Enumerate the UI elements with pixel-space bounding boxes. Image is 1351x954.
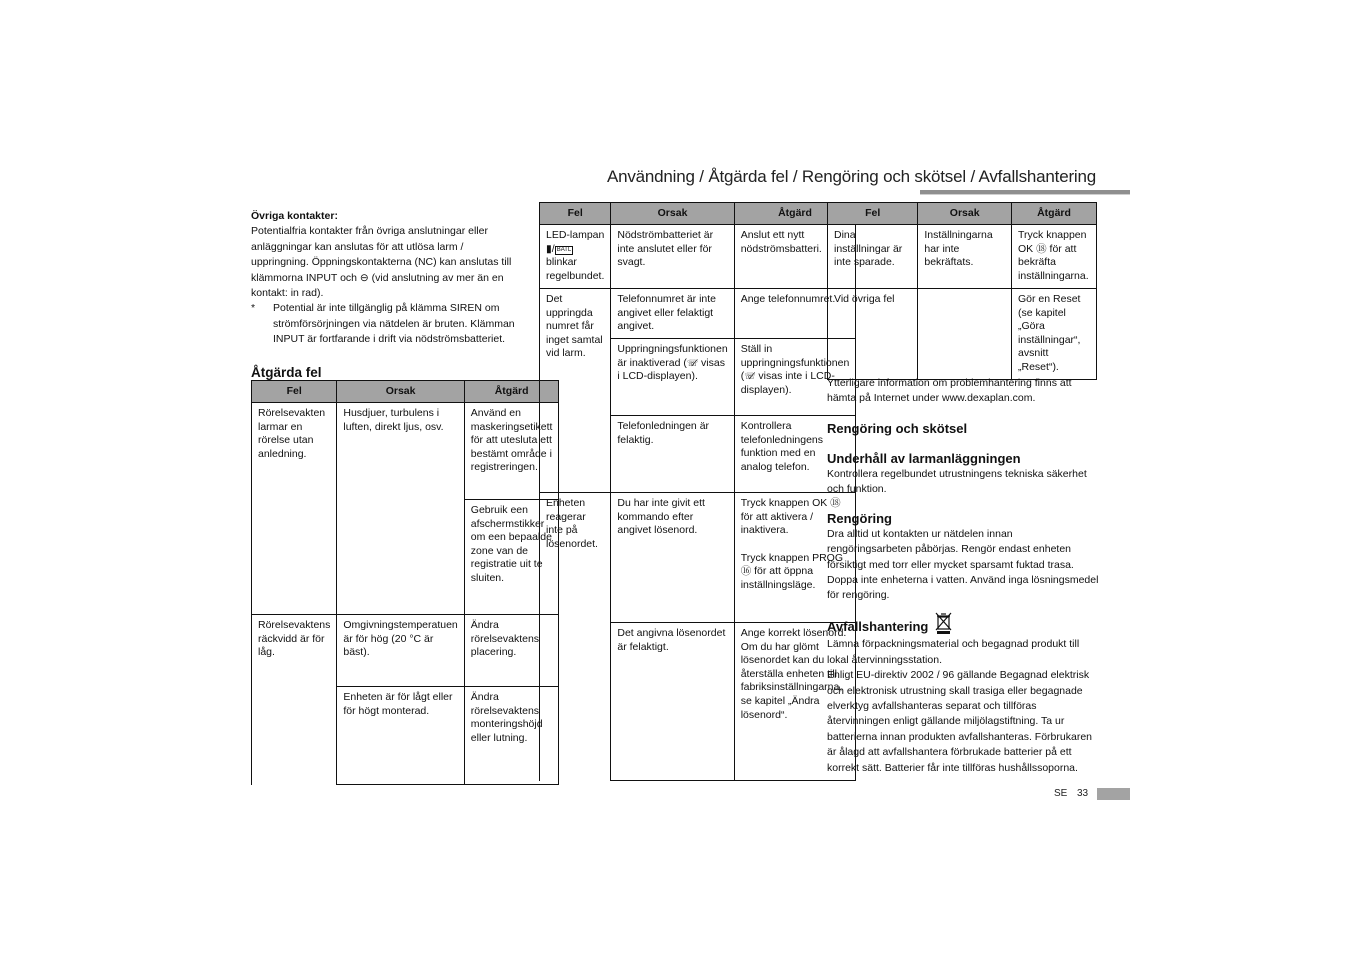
heading-underhall: Underhåll av larmanläggningen [827,451,1021,467]
cell-atgard: Gör en Reset (se kapitel „Göra inställningar“, avsnitt „Reset“). [1012,289,1097,380]
cell-atgard: Gebruik een afschermstikker om een bepaalde zone van de registratie uit te sluiten. [464,500,559,615]
heading-rengoring: Rengöring [827,511,892,527]
cell-orsak: Uppringningsfunktionen är inaktiverad (☏̸ visas i LCD-displayen). [611,339,734,416]
col-header-fel: Fel [252,381,337,403]
cell-atgard: Anslut ett nytt nödströmsbatteri. [734,225,856,289]
cell-fel: Det uppringda numret får inget samtal vid larm. [540,289,611,493]
footer-bar [1097,788,1130,800]
col-header-fel: Fel [540,203,611,225]
col-header-atgard: Åtgärd [464,381,559,403]
underhall-text: Kontrollera regelbundet utrustningens tekniska säkerhet och funktion. [827,467,1087,496]
footer-language: SE [1054,788,1068,799]
col-header-atgard: Åtgärd [1012,203,1097,225]
troubleshoot-table-2 [539,202,856,781]
cell-fel: Vid övriga fel [828,289,918,380]
cell-orsak: Husdjuer, turbulens i luften, direkt ljus, osv. [337,403,464,615]
col-header-orsak: Orsak [918,203,1012,225]
avfall-text-2: Enligt EU-direktiv 2002 / 96 gällande Begagnad elektrisk och elektronisk utrustning skall trasiga eller begagnade elverktyg avfallshanteras separat och tillföras återvinningen enligt gällande miljölagstiftning. Ta ur batterierna innan produkten avfallshanteras. Förbrukaren är ålagd att avfallshantera förbrukade batterier på ett korrekt sätt. Batterier får inte tillföras hushållssoporna. [827,669,1092,774]
col-header-fel: Fel [828,203,918,225]
footer-page-number: 33 [1077,788,1089,799]
column-3 [827,376,1099,776]
cell-orsak: Det angivna lösenordet är felaktigt. [611,623,734,781]
troubleshoot-table-3 [827,202,1097,380]
col-header-orsak: Orsak [611,203,734,225]
cell-atgard: Kontrollera telefonledningens funktion med en analog telefon. [734,416,856,493]
cell-orsak: Telefonnumret är inte angivet eller felaktigt angivet. [611,289,734,339]
heading-avfallshantering: Avfallshantering [827,612,1099,637]
crossed-out-bin-icon [935,612,952,637]
cell-orsak: Enheten är för lågt eller för högt monterad. [337,687,464,785]
header-sub-rule [920,194,1130,195]
cell-orsak: Inställningarna har inte bekräftats. [918,225,1012,289]
cell-fel: Rörelsevakten larmar en rörelse utan anledning. [252,403,337,615]
ovriga-kontakter-heading: Övriga kontakter: [251,210,338,222]
cell-atgard: Ange telefonnumret. [734,289,856,339]
cell-fel [540,225,611,289]
col-header-atgard: Åtgärd [734,203,856,225]
column-1 [251,209,523,386]
crossed-phone-icon: ☏̸ [686,357,699,368]
heading-rengoring-och-skotsel: Rengöring och skötsel [827,420,968,436]
cell-fel: Rörelsevaktens räckvidd är för låg. [252,615,337,785]
cell-atgard: Ställ in uppringningsfunktionen (☏̸ visas inte i LCD-displayen). [734,339,856,416]
battery-icon: ▮/ BATL [546,242,572,255]
crossed-phone-icon: ☏̸ [744,371,756,382]
rengoring-text: Dra alltid ut kontakten ur nätdelen innan rengöringsarbeten påbörjas. Rengör endast enheten försiktigt med torr eller mycket sparsamt fuktad trasa. Doppa inte enheterna i vatten. Använd inga lösningsmedel för rengöring. [827,527,1099,602]
cell-fel: Dina inställningar är inte sparade. [828,225,918,289]
footnote-text: Potential är inte tillgänglig på klämma SIREN om strömförsörjningen via nätdelen är bruten. Klämman INPUT är fortfarande i drift via nödströmsbatteriet. [273,302,515,346]
more-info-text: Ytterligare information om problemhantering finns att hämta på Internet under www.dexaplan.com. [827,377,1072,405]
page-header-title: Användning / Åtgärda fel / Rengöring och skötsel / Avfallshantering [606,167,1096,186]
cell-atgard: Använd en maskeringsetikett för att utesluta ett bestämt område i registreringen. [464,403,559,500]
cell-fel-text-a: LED-lampan [546,229,605,241]
footnote-star: * [251,302,256,315]
cell-atgard: Ange korrekt lösenord. Om du har glömt lösenordet kan du återställa enheten till fabriksinställningarna, se kapitel „Ändra lösenord“. [734,623,856,781]
cell-orsak: Du har inte givit ett kommando efter angivet lösenord. [611,493,734,623]
cell-fel: Enheten reagerar inte på lösenordet. [540,493,611,781]
cell-atgard: Tryck knappen OK ⑱ för att aktivera / inaktivera. Tryck knappen PROG ⑯ för att öppna inställningsläge. [734,493,856,623]
cell-orsak [918,289,1012,380]
section-title-atgarda-fel: Åtgärda fel [251,364,322,380]
footnote [251,301,523,347]
col-header-orsak: Orsak [337,381,464,403]
cell-orsak: Nödströmbatteriet är inte anslutet eller för svagt. [611,225,734,289]
cell-atgard: Ändra rörelsevaktens placering. [464,615,559,687]
ovriga-kontakter-text: Potentialfria kontakter från övriga anslutningar eller anläggningar kan anslutas för att utlösa larm / uppringning. Öppningskontakterna (NC) kan anslutas till klämmorna INPUT och ⊖ (vid anslutning av mer än en kontakt: in rad). [251,225,512,300]
cell-atgard: Tryck knappen OK ⑱ för att bekräfta inställningarna. [1012,225,1097,289]
avfall-text-1: Lämna förpackningsmaterial och begagnad produkt till lokal återvinningsstation. [827,638,1080,666]
cell-orsak: Omgivningstemperatuen är för hög (20 °C är bäst). [337,615,464,687]
cell-fel-text-b: blinkar regelbundet. [546,256,605,282]
troubleshoot-table-1 [251,380,559,785]
cell-orsak: Telefonledningen är felaktig. [611,416,734,493]
cell-atgard: Ändra rörelsevaktens monteringshöjd eller lutning. [464,687,559,785]
